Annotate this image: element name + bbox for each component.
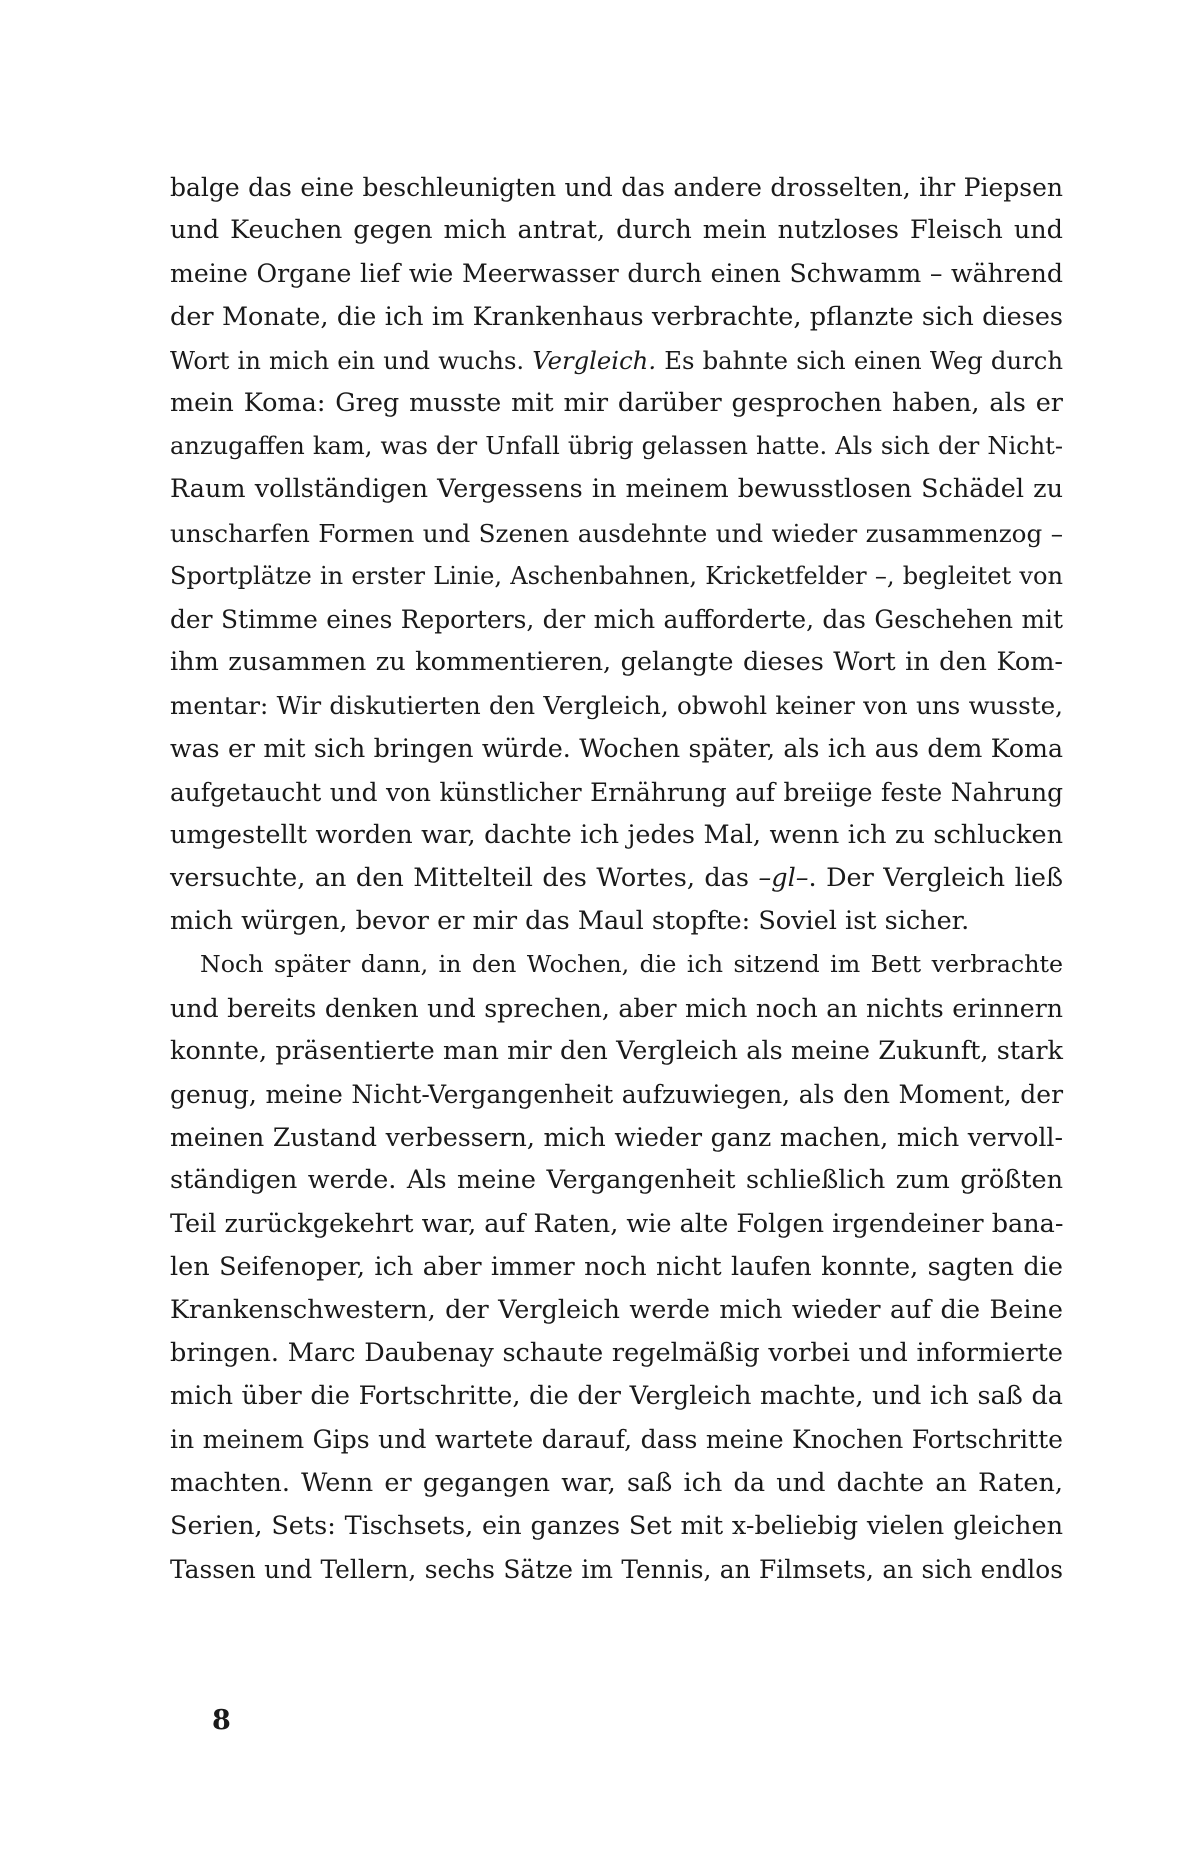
text-segment: Es bahnte sich einen Weg durch xyxy=(656,345,1063,375)
text-line: Serien, Sets: Tischsets, ein ganzes Set mit x-beliebig vielen gleichen xyxy=(170,1510,1063,1541)
text-line: meine Organe lief wie Meerwasser durch einen Schwamm – während xyxy=(170,259,1063,289)
text-line: und bereits denken und sprechen, aber mich noch an nichts erinnern xyxy=(170,993,1063,1023)
text-segment: . Der Vergleich ließ xyxy=(808,863,1063,893)
text-line: ihm zusammen zu kommentieren, gelangte dieses Wort in den Kom- xyxy=(170,647,1063,678)
text-line: mich über die Fortschritte, die der Vergleich machte, und ich saß da xyxy=(170,1381,1063,1412)
text-line: genug, meine Nicht-Vergangenheit aufzuwiegen, als den Moment, der xyxy=(170,1079,1063,1109)
text-line: Noch später dann, in den Wochen, die ich sitzend im Bett verbrachte xyxy=(200,950,1063,979)
page-number: 8 xyxy=(212,1705,231,1736)
text-line: mein Koma: Greg musste mit mir darüber gesprochen haben, als er xyxy=(170,387,1063,418)
text-line: mentar: Wir diskutierten den Vergleich, obwohl keiner von uns wusste, xyxy=(170,691,1063,721)
text-line: ständigen werde. Als meine Vergangenheit schließlich zum größten xyxy=(170,1165,1063,1196)
text-line: machten. Wenn er gegangen war, saß ich da und dachte an Raten, xyxy=(170,1467,1063,1498)
text-line: len Seifenoper, ich aber immer noch nicht laufen konnte, sagten die xyxy=(170,1251,1063,1282)
text-line: Tassen und Tellern, sechs Sätze im Tennis, an Filmsets, an sich endlos xyxy=(170,1555,1063,1584)
text-line: unscharfen Formen und Szenen ausdehnte und wieder zusammenzog – xyxy=(170,518,1063,548)
text-line: Raum vollständigen Vergessens in meinem bewusstlosen Schädel zu xyxy=(170,474,1063,505)
text-line: umgestellt worden war, dachte ich jedes Mal, wenn ich zu schlucken xyxy=(170,819,1063,850)
paragraph xyxy=(170,166,1063,943)
text-line: Teil zurückgekehrt war, auf Raten, wie alte Folgen irgendeiner bana- xyxy=(170,1208,1064,1239)
text-line xyxy=(170,857,1063,900)
text-line: anzugaffen kam, was der Unfall übrig gelassen hatte. Als sich der Nicht- xyxy=(170,432,1063,461)
body-text xyxy=(170,166,1063,1591)
text-line: meinen Zustand verbessern, mich wieder ganz machen, mich vervoll- xyxy=(170,1123,1063,1153)
text-segment: versuchte, an den Mittelteil des Wortes, das xyxy=(170,863,759,893)
text-line: aufgetaucht und von künstlicher Ernährung auf breiige feste Nahrung xyxy=(170,777,1063,807)
text-line: Sportplätze in erster Linie, Aschenbahnen, Kricketfelder –, begleitet von xyxy=(170,561,1063,590)
text-line: mich würgen, bevor er mir das Maul stopfte: Soviel ist sicher. xyxy=(170,906,970,937)
text-line: und Keuchen gegen mich antrat, durch mein nutzloses Fleisch und xyxy=(170,215,1063,246)
text-line: Krankenschwestern, der Vergleich werde mich wieder auf die Beine xyxy=(170,1294,1063,1325)
italic-word: –gl– xyxy=(758,863,809,893)
text-line: der Stimme eines Reporters, der mich aufforderte, das Geschehen mit xyxy=(170,604,1063,634)
text-line: der Monate, die ich im Krankenhaus verbrachte, pflanzte sich dieses xyxy=(170,301,1063,332)
text-line: balge das eine beschleunigten und das andere drosselten, ihr Piepsen xyxy=(170,173,1063,202)
text-line: was er mit sich bringen würde. Wochen später, als ich aus dem Koma xyxy=(170,734,1063,764)
text-line: konnte, präsentierte man mir den Vergleich als meine Zukunft, stark xyxy=(170,1035,1063,1066)
text-line: in meinem Gips und wartete darauf, dass meine Knochen Fortschritte xyxy=(170,1425,1063,1455)
paragraph xyxy=(170,943,1063,1591)
text-segment: Wort in mich ein und wuchs. xyxy=(170,345,533,375)
text-line xyxy=(170,339,1063,382)
italic-word: Vergleich. xyxy=(532,345,657,375)
text-line: bringen. Marc Daubenay schaute regelmäßig vorbei und informierte xyxy=(170,1338,1063,1369)
